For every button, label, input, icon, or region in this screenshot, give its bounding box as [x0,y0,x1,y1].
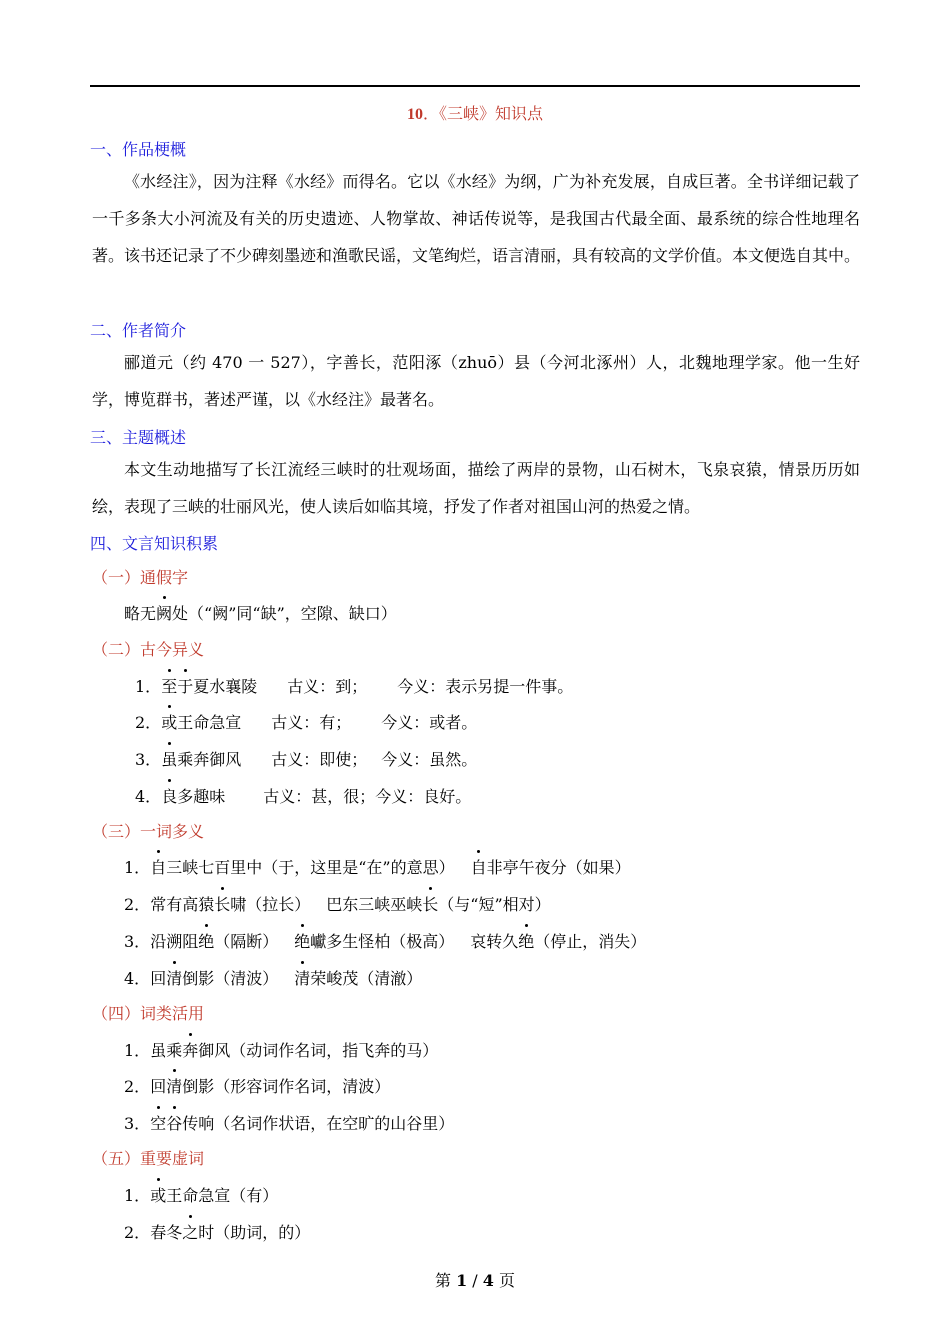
duoyi-item-4: 4．回清倒影（清波） 清荣峻茂（清澈） [124,966,422,989]
gujin-item-4: 4．良多趣味 古义：甚，很；今义：良好。 [135,784,471,807]
paragraph-theme: 本文生动地描写了长江流经三峡时的壮观场面，描绘了两岸的景物，山石树木，飞泉哀猿，情景历历如绘，表现了三峡的壮丽风光，使人读后如临其境，抒发了作者对祖国山河的热爱之情。 [92,460,860,516]
subheading-cileihuoyong: （四）词类活用 [92,1004,205,1023]
page-footer: 第 1 / 4 页 [434,1271,516,1290]
subheading-xuci: （五）重要虚词 [92,1149,205,1168]
section-heading-1: 一、作品梗概 [90,140,187,159]
huoyong-item-2: 2．回清倒影（形容词作名词，清波） [124,1074,390,1097]
current-page: 1 [456,1271,468,1290]
paragraph-summary: 《水经注》，因为注释《水经》而得名。它以《水经》为纲，广为补充发展，自成巨著。全书详细记载了一千多条大小河流及有关的历史遗迹、人物掌故、神话传说等，是我国古代最全面、最系统的综合性地理名著。该书还记录了不少碑刻墨迹和渔歌民谣，文笔绚烂，语言清丽，具有较高的文学价值。本文便选自其中。 [92,172,861,265]
duoyi-item-2: 2．常有高猿长啸（拉长） 巴东三峡巫峡长（与“短”相对） [124,892,551,915]
gujin-item-2: 2．或王命急宣 古义：有； 今义：或者。 [135,710,477,733]
section-heading-3: 三、主题概述 [90,428,187,447]
huoyong-item-1: 1．虽乘奔御风（动词作名词，指飞奔的马） [124,1038,438,1061]
subheading-tongjiazi: （一）通假字 [92,568,189,587]
duoyi-item-3: 3．沿溯阻绝（隔断） 绝巘多生怪柏（极高） 哀转久绝（停止，消失） [124,929,646,952]
duoyi-item-1: 1．自三峡七百里中（于，这里是“在”的意思） 自非亭午夜分（如果） [124,855,631,878]
xuci-item-2: 2．春冬之时（助词，的） [124,1220,310,1243]
paragraph-author: 郦道元（约 470 一 527），字善长，范阳涿（zhuō）县（今河北涿州）人，北魏地理学家。他一生好学，博览群书，著述严谨，以《水经注》最著名。 [92,353,860,409]
gujin-item-3: 3．虽乘奔御风 古义：即使； 今义：虽然。 [135,747,477,770]
subheading-gujin: （二）古今异义 [92,640,205,659]
gujin-item-1: 1．至于夏水襄陵 古义：到； 今义：表示另提一件事。 [135,674,573,697]
total-pages: 4 [482,1271,494,1290]
xuci-item-1: 1．或王命急宣（有） [124,1183,278,1206]
huoyong-item-3: 3．空谷传响（名词作状语，在空旷的山谷里） [124,1111,454,1134]
page-title: 10．《三峡》知识点 [406,104,543,123]
subheading-yiciduoyi: （三）一词多义 [92,822,205,841]
section-heading-2: 二、作者简介 [90,321,187,340]
header-rule [90,85,860,87]
section-heading-4: 四、文言知识积累 [90,534,219,553]
tongjiazi-item: 略无阙处（“阙”同“缺”，空隙、缺口） [124,601,397,624]
